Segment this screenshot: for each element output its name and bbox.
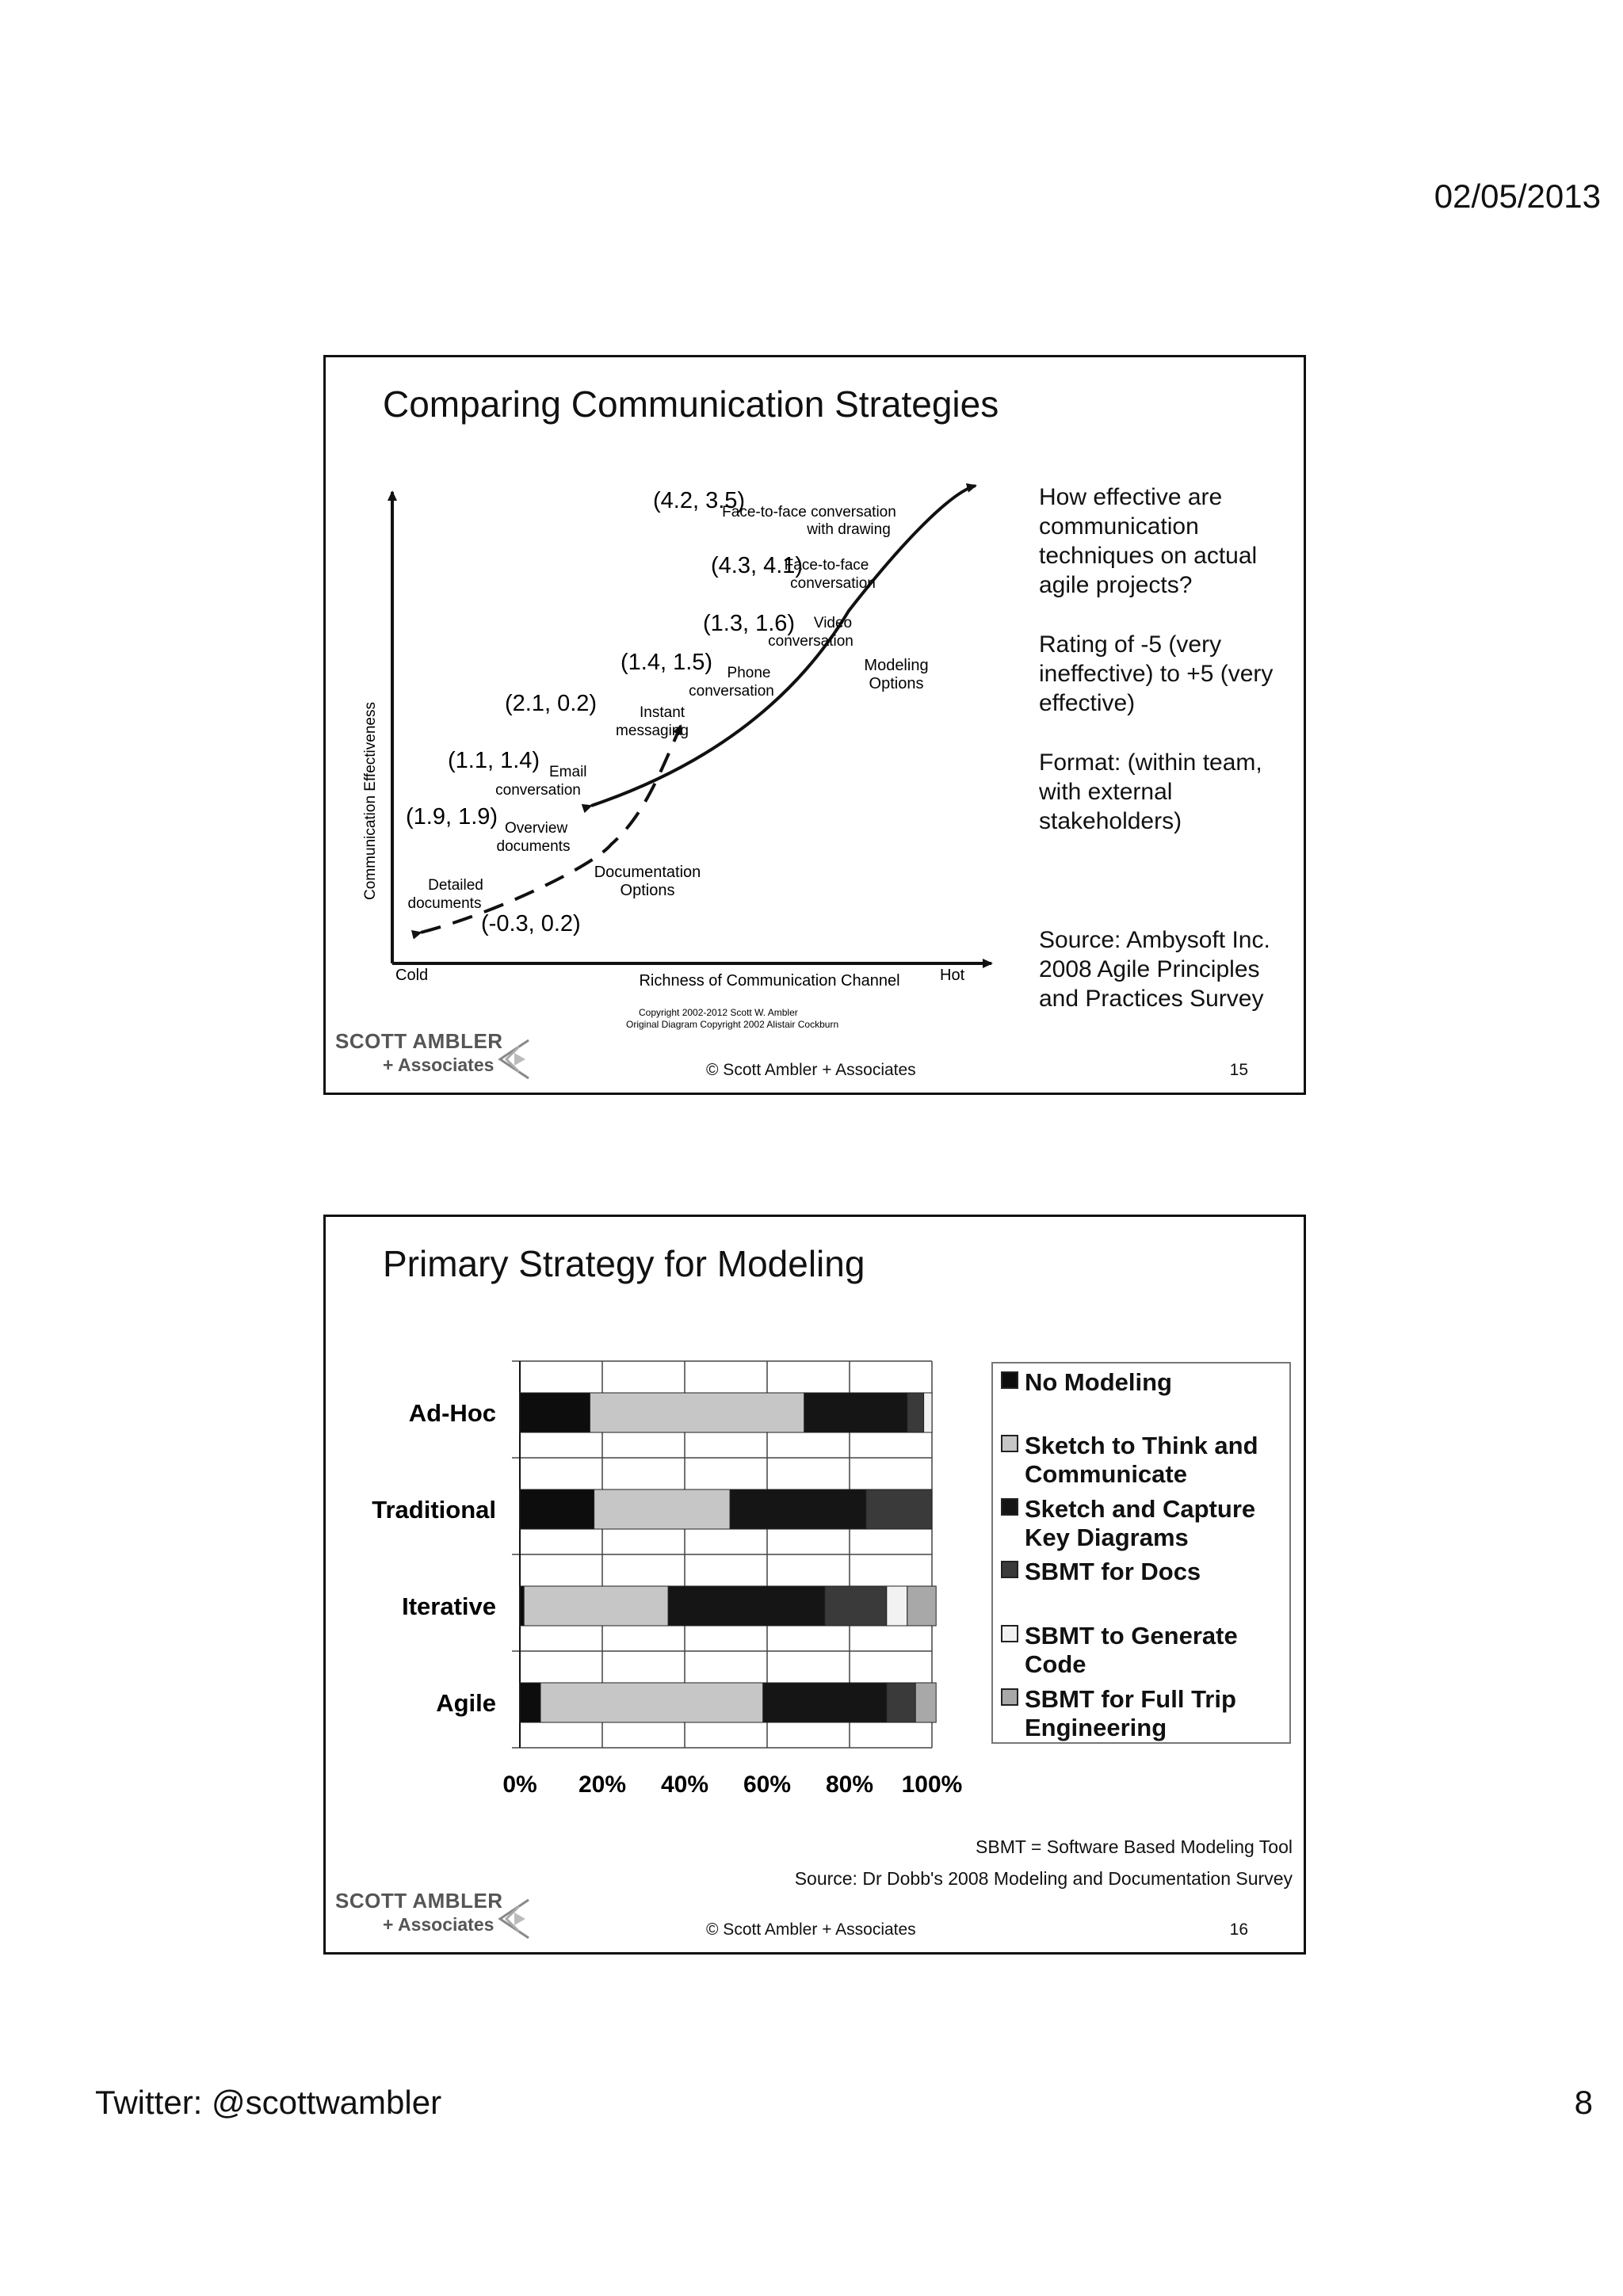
legend-item-no-modeling xyxy=(1001,1368,1286,1397)
label-instant-messaging-1: Instant xyxy=(640,704,685,721)
cold-label: Cold xyxy=(395,967,429,984)
side-question xyxy=(1039,482,1293,600)
legend-item-sketch-think xyxy=(1001,1432,1286,1489)
x-tick-label: 100% xyxy=(901,1772,963,1798)
legend-label: No Modeling xyxy=(1025,1368,1172,1396)
category-label: Iterative xyxy=(402,1592,496,1620)
bar-segment xyxy=(866,1489,932,1529)
side-format-line: Format: (within team, xyxy=(1039,749,1262,776)
bar-segment xyxy=(907,1393,924,1432)
documentation-options-line1: Documentation xyxy=(594,864,701,881)
side-format-line: with external xyxy=(1039,779,1173,805)
bar-segment xyxy=(730,1489,866,1529)
category-label: Ad-Hoc xyxy=(408,1399,496,1427)
bar-segment xyxy=(804,1393,907,1432)
x-tick-label: 60% xyxy=(743,1772,792,1798)
slide-copyright: © Scott Ambler + Associates xyxy=(706,1061,916,1079)
chart-bars xyxy=(520,1393,936,1722)
side-source-line: and Practices Survey xyxy=(1039,986,1264,1012)
diagram-credit-2: Original Diagram Copyright 2002 Alistair Cockburn xyxy=(626,1019,839,1030)
label-video-2: conversation xyxy=(768,633,854,650)
page-date: 02/05/2013 xyxy=(1434,177,1601,215)
legend-swatch xyxy=(1001,1561,1018,1578)
x-tick-label: 40% xyxy=(660,1772,709,1798)
bar-segment xyxy=(668,1586,825,1626)
side-rating-line: Rating of -5 (very xyxy=(1039,631,1222,658)
legend-item-sbmt-full-trip xyxy=(1001,1685,1286,1742)
label-email-2: conversation xyxy=(495,782,581,799)
legend-label: SBMT to Generate Code xyxy=(1025,1622,1238,1678)
legend-label: Sketch to Think and Communicate xyxy=(1025,1432,1258,1488)
rating-instant-messaging: (2.1, 0.2) xyxy=(505,691,598,716)
hot-label: Hot xyxy=(940,967,965,984)
side-rating-line: ineffective) to +5 (very xyxy=(1039,661,1274,687)
communication-diagram xyxy=(326,357,1007,1097)
label-face-to-face-1: Face-to-face xyxy=(784,557,869,574)
legend-item-sbmt-docs xyxy=(1001,1558,1286,1586)
company-logo xyxy=(335,1889,541,1944)
label-email-1: Email xyxy=(549,764,587,780)
legend-item-sketch-capture xyxy=(1001,1495,1286,1552)
side-source-line: Source: Ambysoft Inc. xyxy=(1039,927,1270,953)
bar-segment xyxy=(915,1683,936,1722)
side-rating-line: effective) xyxy=(1039,690,1136,716)
label-instant-messaging-2: messaging xyxy=(616,723,689,739)
rating-email: (1.1, 1.4) xyxy=(448,748,540,773)
slide-16 xyxy=(323,1215,1306,1955)
bar-segment xyxy=(520,1586,524,1626)
diagram-credit-1: Copyright 2002-2012 Scott W. Ambler xyxy=(639,1007,798,1018)
sbmt-definition: SBMT = Software Based Modeling Tool xyxy=(976,1836,1293,1857)
side-question-line: communication xyxy=(1039,513,1199,540)
category-label: Traditional xyxy=(372,1496,496,1524)
x-tick-label: 80% xyxy=(825,1772,874,1798)
slide-15 xyxy=(323,355,1306,1095)
bar-segment xyxy=(540,1683,763,1722)
side-rating-scale xyxy=(1039,630,1293,718)
logo-name: SCOTT AMBLER xyxy=(335,1889,503,1913)
category-label: Agile xyxy=(436,1689,496,1717)
side-question-line: techniques on actual xyxy=(1039,543,1258,569)
side-source-line: 2008 Agile Principles xyxy=(1039,956,1260,982)
bar-segment xyxy=(524,1586,668,1626)
legend-label: SBMT for Full Trip Engineering xyxy=(1025,1685,1236,1741)
label-detailed-documents-2: documents xyxy=(407,895,482,912)
rating-overview-documents: (1.9, 1.9) xyxy=(406,804,498,830)
x-tick-label: 20% xyxy=(578,1772,627,1798)
side-question-line: How effective are xyxy=(1039,484,1223,510)
legend-swatch xyxy=(1001,1435,1018,1452)
bar-segment xyxy=(520,1489,594,1529)
x-tick-label: 0% xyxy=(502,1772,537,1798)
modeling-strategy-bar-chart xyxy=(326,1217,983,1803)
label-overview-documents-2: documents xyxy=(496,838,571,855)
bar-segment xyxy=(763,1683,887,1722)
logo-associates: + Associates xyxy=(383,1055,495,1075)
chart-source: Source: Dr Dobb's 2008 Modeling and Documentation Survey xyxy=(794,1868,1293,1889)
legend-swatch xyxy=(1001,1688,1018,1706)
label-face-to-face-drawing-2: with drawing xyxy=(807,521,891,538)
label-detailed-documents-1: Detailed xyxy=(428,877,483,894)
slide-title: Comparing Communication Strategies xyxy=(383,383,999,425)
modeling-options-line2: Options xyxy=(869,675,924,692)
rating-phone: (1.4, 1.5) xyxy=(621,650,713,675)
legend-swatch xyxy=(1001,1371,1018,1389)
bar-segment xyxy=(520,1393,590,1432)
label-overview-documents-1: Overview xyxy=(505,820,568,837)
legend-item-sbmt-code xyxy=(1001,1622,1286,1679)
legend-swatch xyxy=(1001,1498,1018,1516)
documentation-options-line2: Options xyxy=(620,882,675,899)
modeling-options-line1: Modeling xyxy=(864,657,929,674)
logo-associates: + Associates xyxy=(383,1914,495,1935)
bar-segment xyxy=(590,1393,804,1432)
label-phone-2: conversation xyxy=(689,683,774,700)
y-axis-label: Communication Effectiveness xyxy=(362,702,379,900)
label-video-1: Video xyxy=(813,615,853,631)
page-number: 8 xyxy=(1574,2084,1593,2121)
slide-title: Primary Strategy for Modeling xyxy=(383,1243,865,1284)
side-format xyxy=(1039,748,1293,836)
bar-segment xyxy=(594,1489,731,1529)
label-face-to-face-drawing-1: Face-to-face conversation xyxy=(722,504,896,521)
company-logo xyxy=(335,1029,541,1085)
bar-segment xyxy=(924,1393,932,1432)
bar-segment xyxy=(887,1683,915,1722)
rating-face-to-face: (4.3, 4.1) xyxy=(711,553,804,578)
bar-segment xyxy=(520,1683,540,1722)
chart-legend xyxy=(991,1362,1291,1744)
legend-label: SBMT for Docs xyxy=(1025,1558,1201,1585)
label-phone-1: Phone xyxy=(727,665,771,681)
rating-detailed-documents: (-0.3, 0.2) xyxy=(481,911,581,936)
legend-label: Sketch and Capture Key Diagrams xyxy=(1025,1495,1256,1551)
bar-segment xyxy=(887,1586,907,1626)
rating-face-to-face-drawing: (4.2, 3.5) xyxy=(653,488,746,513)
logo-chevron-icon xyxy=(491,1037,533,1081)
label-face-to-face-2: conversation xyxy=(790,575,876,592)
logo-chevron-icon xyxy=(491,1897,533,1941)
slide-number: 16 xyxy=(1229,1920,1248,1939)
x-axis-label: Richness of Communication Channel xyxy=(639,972,900,990)
bar-segment xyxy=(825,1586,887,1626)
slide-number: 15 xyxy=(1229,1061,1248,1079)
twitter-handle: Twitter: @scottwambler xyxy=(95,2084,442,2121)
bar-segment xyxy=(907,1586,936,1626)
side-question-line: agile projects? xyxy=(1039,572,1193,598)
side-format-line: stakeholders) xyxy=(1039,808,1182,834)
side-source xyxy=(1039,925,1293,1013)
logo-name: SCOTT AMBLER xyxy=(335,1029,503,1053)
rating-video: (1.3, 1.6) xyxy=(703,611,796,636)
slide-copyright: © Scott Ambler + Associates xyxy=(706,1920,916,1939)
legend-swatch xyxy=(1001,1625,1018,1642)
